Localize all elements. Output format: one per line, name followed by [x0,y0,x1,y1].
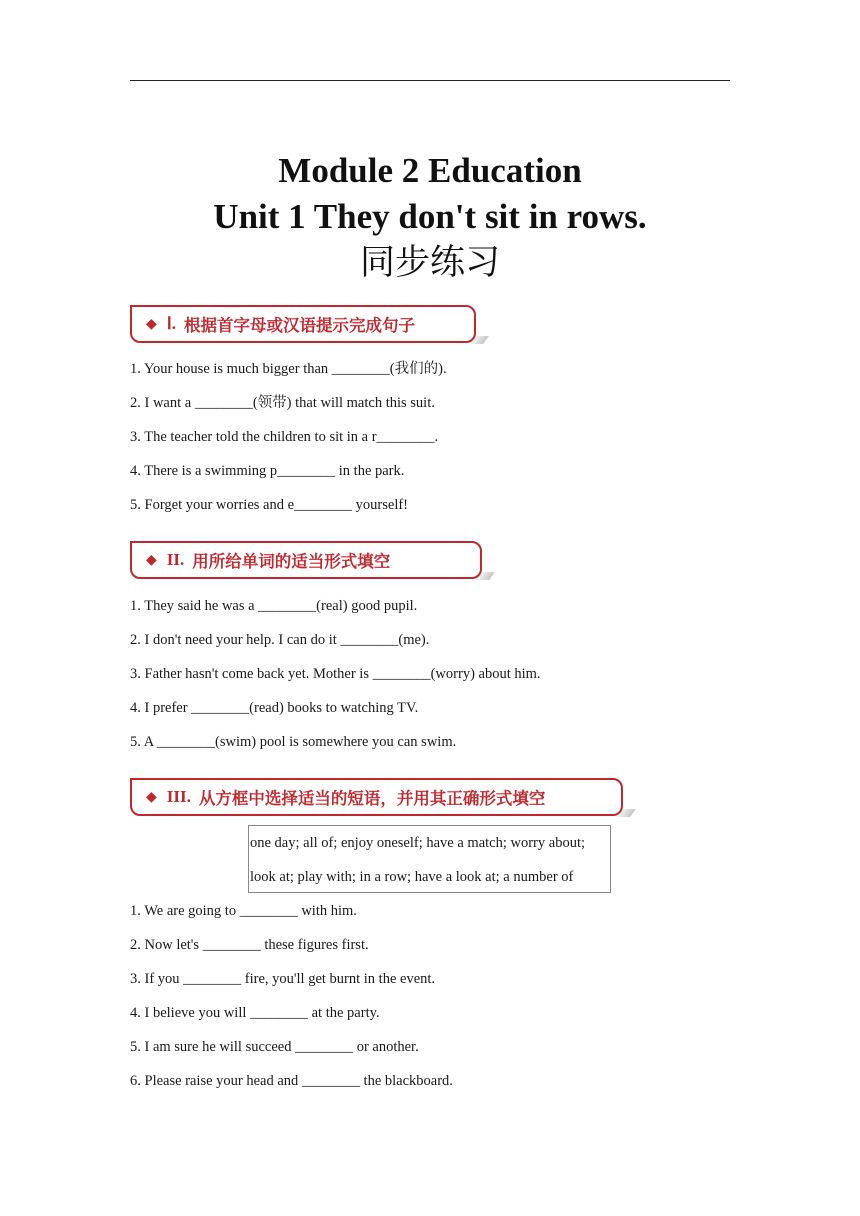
question-item: 5. Forget your worries and e________ yourself! [130,497,408,513]
diamond-icon: ◆ [146,552,157,568]
question-item: 4. There is a swimming p________ in the park. [130,463,405,479]
question-item: 4. I prefer ________(read) books to watching TV. [130,700,419,716]
diamond-icon: ◆ [146,316,157,332]
question-item: 2. I don't need your help. I can do it ________(me). [130,632,430,648]
question-item: 6. Please raise your head and ________ the blackboard. [130,1073,453,1089]
question-item: 3. The teacher told the children to sit in a r________. [130,429,439,445]
section-3-heading [130,778,623,816]
section-number: Ⅰ. [166,314,177,333]
exercise-title: 同步练习 [359,243,500,283]
diamond-icon: ◆ [146,789,157,805]
question-item: 3. If you ________ fire, you'll get burnt in the event. [130,971,436,987]
section-1-heading [130,305,476,343]
question-item: 5. A ________(swim) pool is somewhere you can swim. [130,734,457,750]
module-title: Module 2 Education [278,151,582,190]
section-title: 从方框中选择适当的短语，并用其正确形式填空 [198,789,546,808]
phrase-line: look at; play with; in a row; have a look at; a number of [250,869,574,885]
section-number: II. [166,550,185,569]
question-item: 2. I want a ________(领带) that will match this suit. [130,395,435,411]
question-item: 3. Father hasn't come back yet. Mother is ________(worry) about him. [130,666,541,682]
section-title: 用所给单词的适当形式填空 [192,552,391,571]
section-2-heading [130,541,482,579]
section-number: III. [166,787,191,806]
title-block [0,148,860,286]
phrase-box [248,825,611,893]
question-item: 1. We are going to ________ with him. [130,903,357,919]
question-item: 5. I am sure he will succeed ________ or another. [130,1039,419,1055]
question-item: 1. They said he was a ________(real) good pupil. [130,598,418,614]
section-title: 根据首字母或汉语提示完成句子 [184,316,416,335]
header-rule [130,80,730,81]
question-item: 2. Now let's ________ these figures first. [130,937,369,953]
unit-title: Unit 1 They don't sit in rows. [213,197,647,236]
phrase-line: one day; all of; enjoy oneself; have a match; worry about; [250,835,586,851]
question-item: 1. Your house is much bigger than ________(我们的). [130,361,447,377]
question-item: 4. I believe you will ________ at the party. [130,1005,380,1021]
